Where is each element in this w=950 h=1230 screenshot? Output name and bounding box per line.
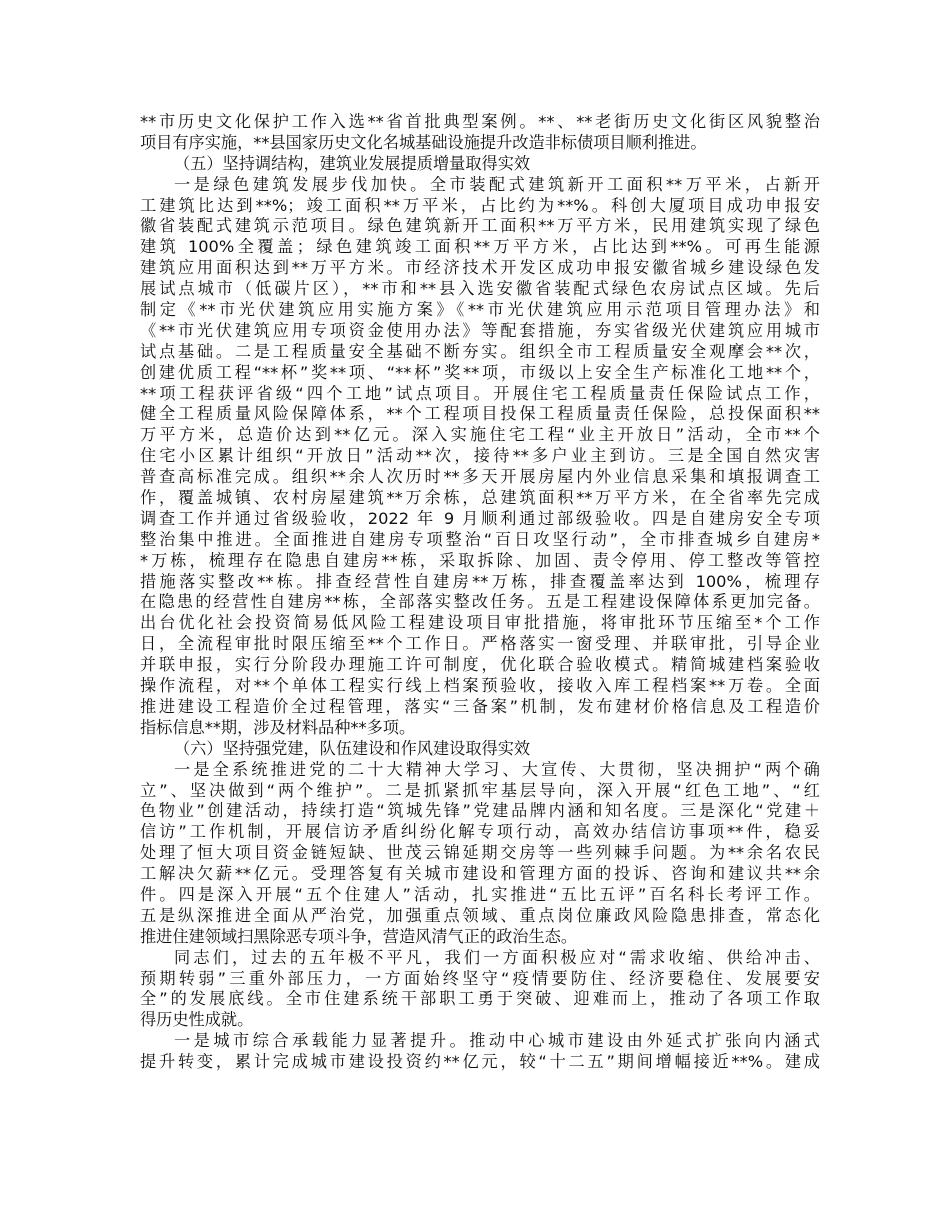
text-line: 五是纵深推进全面从严治党，加强重点领域、重点岗位廉政风险隐患排查，常态化: [140, 905, 820, 925]
text-line: 制定《**市光伏建筑应用实施方案》《**市光伏建筑应用示范项目管理办法》和: [140, 300, 820, 320]
text-line: 一是绿色建筑发展步伐加快。全市装配式建筑新开工面积**万平米，占新开: [174, 174, 820, 194]
text-line: **项工程获评省级“四个工地”试点项目。开展住宅工程质量责任保险试点工作，: [140, 383, 820, 403]
text-line: 建筑应用面积达到**万平方米。市经济技术开发区成功申报安徽省城乡建设绿色发: [140, 258, 820, 278]
text-line: 得历史性成就。: [140, 1010, 254, 1030]
text-line: 推进住建领域扫黑除恶专项斗争，营造风清气正的政治生态。: [140, 926, 578, 946]
text-line: （五）坚持调结构，建筑业发展提质增量取得实效: [174, 153, 531, 173]
text-line: 全”的发展底线。全市住建系统干部职工勇于突破、迎难而上，推动了各项工作取: [140, 989, 820, 1009]
document-body: [140, 112, 820, 1073]
text-line: 一是城市综合承载能力显著提升。推动中心城市建设由外延式扩张向内涵式: [174, 1031, 820, 1051]
text-line: 万平方米，总造价达到**亿元。深入实施住宅工程“业主开放日”活动，全市**个: [140, 425, 820, 445]
text-line: 并联申报，实行分阶段办理施工许可制度，优化联合验收模式。精简城建档案验收: [140, 655, 820, 675]
text-line: 调查工作并通过省级验收，2022 年 9 月顺利通过部级验收。四是自建房安全专项: [140, 508, 820, 528]
text-line: 出台优化社会投资简易低风险工程建设项目审批措施，将审批环节压缩至*个工作: [140, 613, 820, 633]
text-line: **市历史文化保护工作入选**省首批典型案例。**、**老街历史文化街区风貌整治: [140, 112, 820, 131]
text-line: 推进建设工程造价全过程管理，落实“三备案”机制，发布建材价格信息及工程造价: [140, 696, 820, 716]
text-line: 在隐患的经营性自建房**栋，全部落实整改任务。五是工程建设保障体系更加完备。: [140, 592, 820, 612]
text-line: 工解决欠薪**亿元。受理答复有关城市建设和管理方面的投诉、咨询和建议共**余: [140, 864, 820, 884]
text-line: 信访”工作机制，开展信访矛盾纠纷化解专项行动，高效办结信访事项**件，稳妥: [140, 822, 820, 842]
text-line: 措施落实整改**栋。排查经营性自建房**万栋，排查覆盖率达到 100%，梳理存: [140, 571, 820, 591]
text-line: 建筑 100%全覆盖；绿色建筑竣工面积**万平方米，占比达到**%。可再生能源: [140, 237, 820, 257]
text-line: 一是全系统推进党的二十大精神大学习、大宣传、大贯彻，坚决拥护“两个确: [174, 759, 820, 779]
text-line: 日，全流程审批时限压缩至**个工作日。严格落实一窗受理、并联审批，引导企业: [140, 634, 820, 654]
text-line: 工建筑比达到**%；竣工面积**万平米，占比约为**%。科创大厦项目成功申报安: [140, 195, 820, 215]
text-line: 普查高标准完成。组织**余人次历时**多天开展房屋内外业信息采集和填报调查工: [140, 467, 820, 487]
text-line: 住宅小区累计组织“开放日”活动**次，接待**多户业主到访。三是全国自然灾害: [140, 446, 820, 466]
text-line: 操作流程，对**个单体工程实行线上档案预验收，接收入库工程档案**万卷。全面: [140, 676, 820, 696]
text-line: 健全工程质量风险保障体系，**个工程项目投保工程质量责任保险，总投保面积**: [140, 404, 820, 424]
text-line: *万栋，梳理存在隐患自建房**栋，采取拆除、加固、责令停用、停工整改等管控: [140, 550, 820, 570]
text-line: 创建优质工程“**杯”奖**项、“**杯”奖**项，市级以上安全生产标准化工地**个，: [140, 362, 820, 382]
text-line: 件。四是深入开展“五个住建人”活动，扎实推进“五比五评”百名科长考评工作。: [140, 884, 820, 904]
text-line: 处理了恒大项目资金链短缺、世茂云锦延期交房等一些列棘手问题。为**余名农民: [140, 843, 820, 863]
text-line: （六）坚持强党建，队伍建设和作风建设取得实效: [174, 738, 531, 758]
text-line: 指标信息**期，涉及材料品种**多项。: [140, 717, 416, 737]
text-line: 项目有序实施，**县国家历史文化名城基础设施提升改造非标债项目顺利推进。: [140, 132, 707, 152]
text-line: 提升转变，累计完成城市建设投资约**亿元，较“十二五”期间增幅接近**%。建成: [140, 1052, 820, 1072]
text-line: 立”、坚决做到“两个维护”。二是抓紧抓牢基层导向，深入开展“红色工地”、“红: [140, 780, 820, 800]
text-line: 同志们，过去的五年极不平凡，我们一方面积极应对“需求收缩、供给冲击、: [174, 947, 820, 967]
text-line: 整治集中推进。全面推进自建房专项整治“百日攻坚行动”，全市排查城乡自建房*: [140, 529, 820, 549]
text-line: 预期转弱”三重外部压力，一方面始终坚守“疫情要防住、经济要稳住、发展要安: [140, 968, 820, 988]
text-line: 展试点城市（低碳片区），**市和**县入选安徽省装配式绿色农房试点区域。先后: [140, 279, 820, 299]
text-line: 色物业”创建活动，持续打造“筑城先锋”党建品牌内涵和知名度。三是深化“党建＋: [140, 801, 820, 821]
text-line: 《**市光伏建筑应用专项资金使用办法》等配套措施，夯实省级光伏建筑应用城市: [140, 320, 820, 340]
text-line: 试点基础。二是工程质量安全基础不断夯实。组织全市工程质量安全观摩会**次，: [140, 341, 820, 361]
text-line: 作，覆盖城镇、农村房屋建筑**万余栋，总建筑面积**万平方米，在全省率先完成: [140, 488, 820, 508]
text-line: 徽省装配式建筑示范项目。绿色建筑新开工面积**万平方米，民用建筑实现了绿色: [140, 216, 820, 236]
